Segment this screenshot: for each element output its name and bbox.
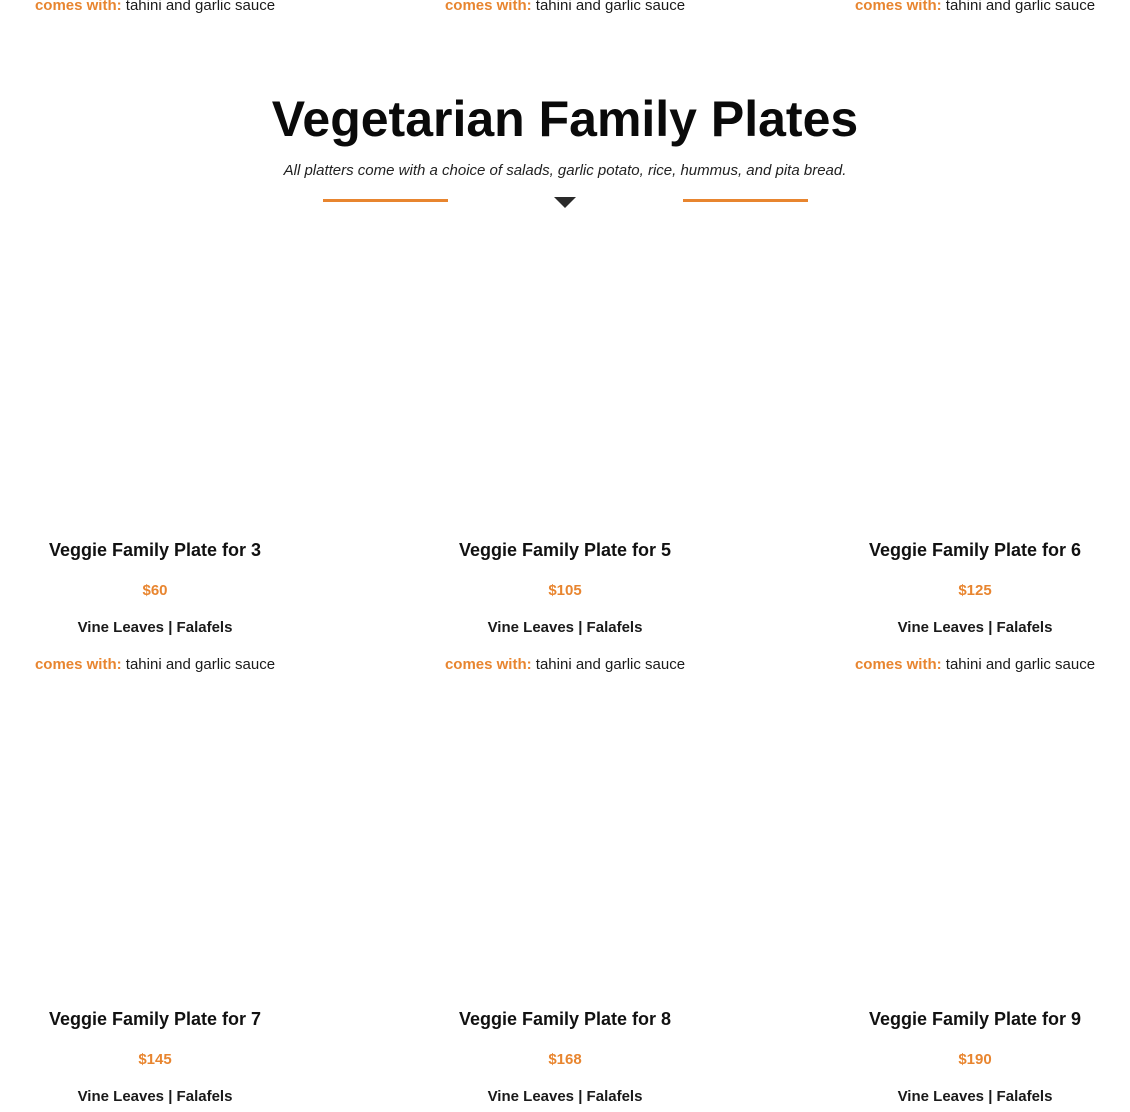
plate-title: Veggie Family Plate for 6 (868, 540, 1082, 560)
plate-card[interactable] (810, 714, 1130, 1112)
plate-image (5, 245, 305, 515)
plate-card[interactable] (0, 245, 320, 685)
comes-with-text: tahini and garlic sauce (945, 656, 1096, 673)
plate-image (825, 714, 1125, 984)
comes-with-label: comes with: (34, 0, 122, 14)
plate-title: Veggie Family Plate for 3 (48, 540, 262, 560)
plate-image (415, 714, 715, 984)
plate-price: $60 (142, 582, 168, 599)
plate-card[interactable] (0, 714, 320, 1112)
plate-price: $105 (548, 582, 582, 599)
comes-with-label: comes with: (854, 0, 942, 14)
comes-with-line (810, 656, 1130, 673)
section-subtitle: All platters come with a choice of salads, garlic potato, rice, hummus, and pita bread. (283, 162, 847, 179)
comes-with-line (810, 0, 1130, 14)
comes-with-line (400, 0, 730, 14)
comes-with-line (0, 0, 320, 14)
plate-title: Veggie Family Plate for 9 (868, 1009, 1082, 1029)
plate-title: Veggie Family Plate for 8 (458, 1009, 672, 1029)
plate-image (415, 245, 715, 515)
comes-with-label: comes with: (34, 656, 122, 673)
plate-card[interactable] (400, 714, 730, 1112)
plate-items: Vine Leaves | Falafels (487, 1088, 643, 1105)
comes-with-label: comes with: (854, 656, 942, 673)
triangle-down-icon (554, 197, 576, 208)
comes-with-text: tahini and garlic sauce (535, 656, 686, 673)
comes-with-text: tahini and garlic sauce (125, 656, 276, 673)
comes-with-label: comes with: (444, 0, 532, 14)
plate-price: $125 (958, 582, 992, 599)
plate-items: Vine Leaves | Falafels (487, 619, 643, 636)
plate-card[interactable] (810, 245, 1130, 685)
comes-with-text: tahini and garlic sauce (945, 0, 1096, 14)
plate-items: Vine Leaves | Falafels (897, 619, 1053, 636)
plate-card[interactable] (400, 245, 730, 685)
plate-title: Veggie Family Plate for 7 (48, 1009, 262, 1029)
section-title: Vegetarian Family Plates (271, 91, 859, 147)
comes-with-text: tahini and garlic sauce (535, 0, 686, 14)
comes-with-text: tahini and garlic sauce (125, 0, 276, 14)
comes-with-label: comes with: (444, 656, 532, 673)
plate-title: Veggie Family Plate for 5 (458, 540, 672, 560)
plate-items: Vine Leaves | Falafels (897, 1088, 1053, 1105)
comes-with-line (400, 656, 730, 673)
plate-price: $168 (548, 1051, 582, 1068)
plate-items: Vine Leaves | Falafels (77, 619, 233, 636)
plate-image (825, 245, 1125, 515)
plate-price: $190 (958, 1051, 992, 1068)
comes-with-line (0, 656, 320, 673)
divider-line-right (683, 199, 808, 202)
plate-price: $145 (138, 1051, 172, 1068)
plate-image (5, 714, 305, 984)
divider-line-left (323, 199, 448, 202)
plate-items: Vine Leaves | Falafels (77, 1088, 233, 1105)
